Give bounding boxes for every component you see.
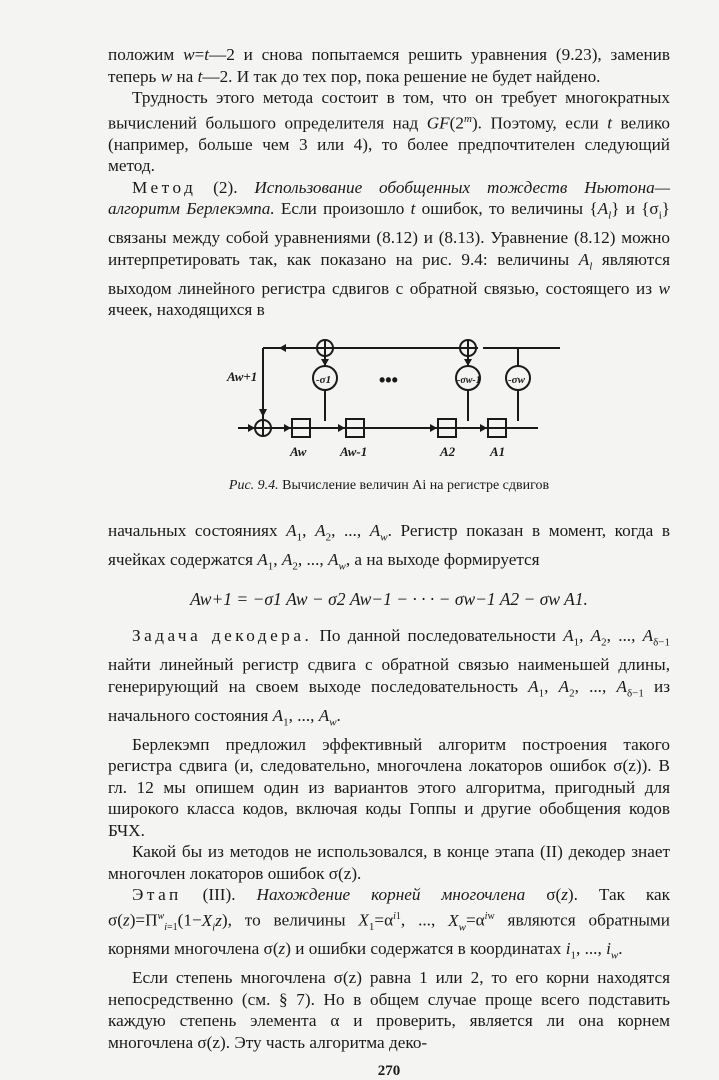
- formula: Aw+1 = −σ1 Aw − σ2 Aw−1 − · · · − σw−1 A2 − σw A1.: [190, 589, 588, 610]
- ellipsis-dots: •••: [379, 369, 398, 390]
- coef-label-1: -σ1: [316, 373, 332, 386]
- paragraph-1: положим w=t—2 и снова попытаемся решить уравнения (9.23), заменив теперь w на t—2. И так до тех пор, пока решение не будет найдено.: [108, 45, 670, 86]
- arrow-into-a2: [430, 424, 437, 432]
- paragraph-5: Задача декодера. По данной последовательности $A_1$, $A_2$, ..., $A_{\delta-1}$ найти линейный регистр сдвига с обратной связью наименьшей длины, генерирующий на своем выходе последовательность $A_1$, $A_2$, ..., $A_{\delta-1}$ из начального состояния $A_1$, ..., $A_w$.: [108, 626, 671, 729]
- coef-label-3: -σw: [508, 373, 525, 386]
- arrow-up-2: [464, 359, 472, 366]
- shift-register-diagram: [108, 331, 670, 476]
- cell-label-aw: Aw: [290, 443, 307, 459]
- arrow-down-feedback: [259, 409, 267, 417]
- arrow-left-top: [279, 344, 286, 352]
- caption-label: Рис. 9.4.: [228, 477, 279, 493]
- paragraph-2: Трудность этого метода состоит в том, что он требует многократных вычислений большого определителя над GF(2$^m$). Поэтому, если t велико (например, больше чем 3 или 4), то более предпочтителен следующий метод.: [108, 88, 670, 176]
- arrow-up-1: [321, 359, 329, 366]
- cell-label-aw-1: Aw-1: [340, 443, 368, 459]
- caption-text: Вычисление величин Ai на регистре сдвигов: [282, 477, 550, 493]
- arrow-into-a1: [480, 424, 487, 432]
- page-number: 270: [377, 1063, 401, 1080]
- arrow-into-aw-1: [338, 424, 345, 432]
- cell-label-a1: A1: [490, 443, 506, 459]
- page: [108, 44, 670, 1080]
- arrow-into-aw: [284, 424, 291, 432]
- paragraph-3: Метод (2). Использование обобщенных тождеств Ньютона—алгоритм Берлекэмпа. Если произошло t ошибок, то величины $\{A_l\}$ и $\{\sigma_i\}$ связаны между собой уравнениями (8.12) и (8.13). Уравнение (8.12) можно интерпретировать так, как показано на рис. 9.4: величины $A_l$ являются выходом линейного регистра сдвигов с обратной связью, состоящего из w ячеек, находящихся в: [108, 177, 670, 320]
- coef-label-2: -σw-1: [457, 374, 481, 386]
- figure-caption: [108, 478, 670, 494]
- cell-label-a2: A2: [440, 443, 456, 459]
- arrow-into-adder: [248, 424, 255, 432]
- paragraph-4: начальных состояниях $A_1$, $A_2$, ..., $A_w$. Регистр показан в момент, когда в ячейках содержатся $A_1$, $A_2$, ..., $A_w$, а на выходе формируется: [108, 520, 671, 572]
- paragraph-7: Какой бы из методов не использовался, в конце этапа (II) декодер знает многочлен локаторов ошибок σ(z).: [108, 842, 670, 883]
- paragraph-8: Этап (III). Нахождение корней многочлена σ(z). Так как $\sigma(z)=\Pi^w_{i=1}(1-X_iz)$, то величины $X_1=\alpha^{i1}$, ..., $X_w=\alpha^{iw}$ являются обратными корнями многочлена σ(z) и ошибки содержатся в координатах $i_1$, ..., $i_w$.: [108, 885, 671, 962]
- label-feedback: Aw+1: [227, 368, 258, 384]
- paragraph-6: Берлекэмп предложил эффективный алгоритм построения такого регистра сдвига (и, следовательно, многочлена локаторов ошибок σ(z)). В гл. 12 мы опишем один из вариантов этого алгоритма, пригодный для широкого класса кодов, включая коды Гоппы и другие обобщения кодов БЧХ.: [108, 734, 670, 840]
- paragraph-9: Если степень многочлена σ(z) равна 1 или 2, то его корни находятся непосредственно (см. § 7). Но в общем случае проще всего подставить каждую степень элемента α и проверить, является ли она корнем многочлена σ(z). Эту часть алгоритма деко-: [108, 968, 670, 1052]
- shift-register-figure: [108, 331, 670, 476]
